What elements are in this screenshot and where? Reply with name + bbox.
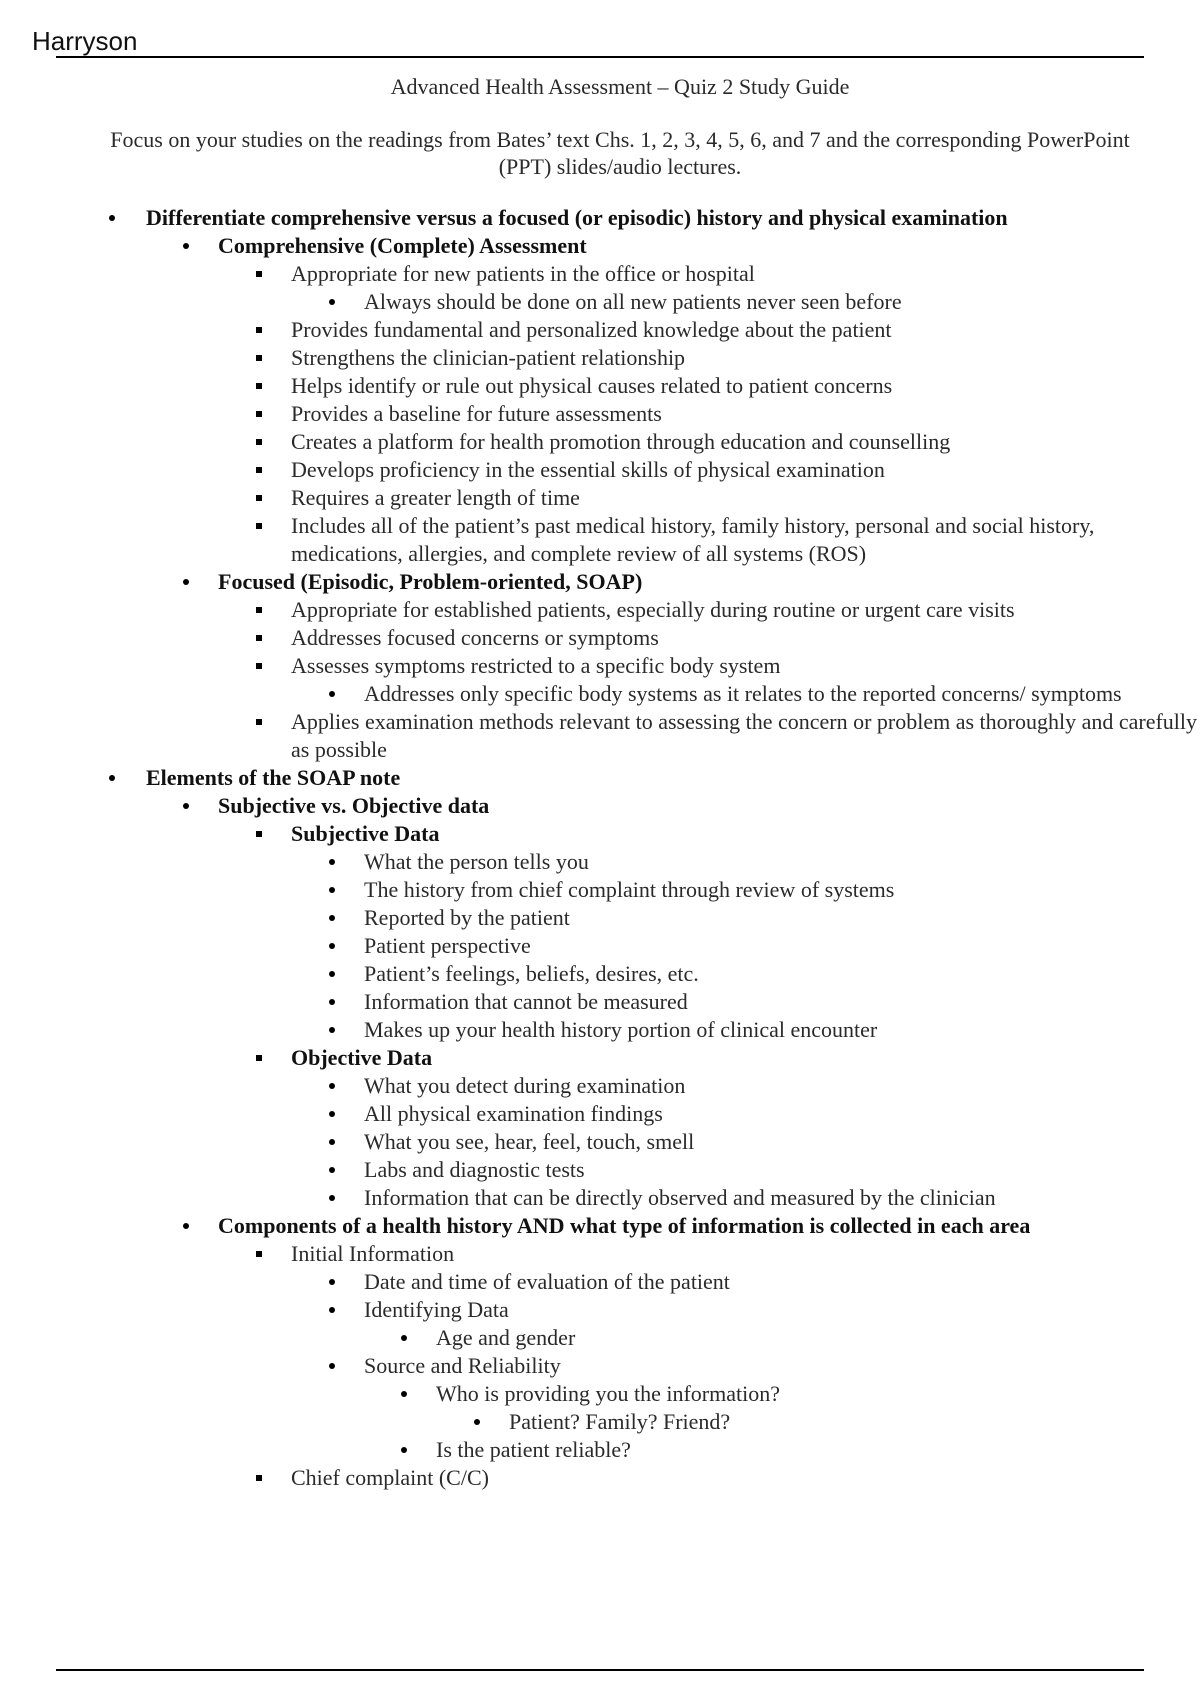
round-bullet-icon	[329, 1083, 335, 1089]
outline-item-text: Identifying Data	[364, 1297, 509, 1322]
outline-item-text: Focused (Episodic, Problem-oriented, SOAP)	[218, 569, 643, 594]
outline-item-text: Subjective Data	[291, 821, 440, 846]
outline-item-level-4	[0, 988, 1200, 1016]
round-bullet-icon	[329, 943, 335, 949]
outline-item-level-3	[0, 456, 1200, 484]
outline-item-level-2	[0, 568, 1200, 596]
header-rule	[56, 56, 1144, 58]
outline-item-text: Objective Data	[291, 1045, 433, 1070]
square-bullet-icon	[256, 1251, 262, 1257]
outline-item-text: What you detect during examination	[364, 1073, 686, 1098]
outline-item-level-4	[0, 1100, 1200, 1128]
outline-item-text: Source and Reliability	[364, 1353, 561, 1378]
outline-item-text: Date and time of evaluation of the patient	[364, 1269, 730, 1294]
outline-item-level-1	[0, 764, 1200, 792]
round-bullet-icon	[329, 1279, 335, 1285]
outline-item-text: Addresses only specific body systems as it relates to the reported concerns/ symptoms	[364, 681, 1122, 706]
square-bullet-icon	[256, 467, 262, 473]
outline-item-text: Is the patient reliable?	[436, 1437, 631, 1462]
outline-item-level-5	[0, 1324, 1200, 1352]
square-bullet-icon	[256, 523, 262, 529]
square-bullet-icon	[256, 439, 262, 445]
outline-item-level-4	[0, 1268, 1200, 1296]
square-bullet-icon	[256, 327, 262, 333]
square-bullet-icon	[256, 383, 262, 389]
outline-item-level-3	[0, 1464, 1200, 1492]
outline-item-text: What the person tells you	[364, 849, 589, 874]
outline-item-level-3	[0, 316, 1200, 344]
round-bullet-icon	[329, 915, 335, 921]
round-bullet-icon	[474, 1419, 480, 1425]
outline-item-level-4	[0, 1184, 1200, 1212]
outline-item-text: Reported by the patient	[364, 905, 570, 930]
round-bullet-icon	[329, 691, 335, 697]
square-bullet-icon	[256, 663, 262, 669]
outline-item-text: Provides fundamental and personalized knowledge about the patient	[291, 317, 892, 342]
round-bullet-icon	[401, 1391, 407, 1397]
square-bullet-icon	[256, 355, 262, 361]
round-bullet-icon	[329, 1027, 335, 1033]
outline-item-level-3	[0, 596, 1200, 624]
outline-item-text: Appropriate for established patients, especially during routine or urgent care visits	[291, 597, 1015, 622]
square-bullet-icon	[256, 635, 262, 641]
round-bullet-icon	[329, 299, 335, 305]
outline-item-level-3	[0, 708, 1200, 764]
document-title: Advanced Health Assessment – Quiz 2 Study Guide	[390, 74, 850, 99]
outline-item-level-1	[0, 204, 1200, 232]
outline-item-text: Initial Information	[291, 1241, 455, 1266]
round-bullet-icon	[329, 887, 335, 893]
round-bullet-icon	[329, 1167, 335, 1173]
outline-item-level-3	[0, 260, 1200, 288]
outline-item-level-4	[0, 960, 1200, 988]
outline-item-text: Subjective vs. Objective data	[218, 793, 490, 818]
intro-paragraph: Focus on your studies on the readings from Bates’ text Chs. 1, 2, 3, 4, 5, 6, and 7 and the corresponding PowerPoint (PPT) slides/audio lectures.	[110, 127, 1130, 179]
outline-item-level-4	[0, 904, 1200, 932]
outline-item-text: Makes up your health history portion of clinical encounter	[364, 1017, 878, 1042]
footer-rule	[56, 1669, 1144, 1671]
round-bullet-icon	[183, 1223, 189, 1229]
outline-item-text: What you see, hear, feel, touch, smell	[364, 1129, 695, 1154]
round-bullet-icon	[329, 859, 335, 865]
round-bullet-icon	[401, 1447, 407, 1453]
outline-item-level-3	[0, 400, 1200, 428]
outline-item-level-3	[0, 484, 1200, 512]
outline-item-level-6	[0, 1408, 1200, 1436]
outline-item-text: Requires a greater length of time	[291, 485, 580, 510]
round-bullet-icon	[329, 1363, 335, 1369]
outline-item-level-5	[0, 1380, 1200, 1408]
outline-item-text: Includes all of the patient’s past medical history, family history, personal and social history, medications, allergies, and complete review of all systems (ROS)	[291, 513, 1095, 566]
outline-item-level-4	[0, 848, 1200, 876]
square-bullet-icon	[256, 719, 262, 725]
outline-item-level-3	[0, 344, 1200, 372]
square-bullet-icon	[256, 411, 262, 417]
round-bullet-icon	[183, 803, 189, 809]
outline-item-level-4	[0, 1128, 1200, 1156]
outline-item-text: Labs and diagnostic tests	[364, 1157, 585, 1182]
outline-item-level-4	[0, 680, 1200, 708]
outline-item-level-2	[0, 232, 1200, 260]
outline-item-text: Who is providing you the information?	[436, 1381, 780, 1406]
outline-item-level-3	[0, 512, 1200, 568]
square-bullet-icon	[256, 271, 262, 277]
outline-item-level-3	[0, 652, 1200, 680]
outline-item-text: Patient perspective	[364, 933, 531, 958]
outline-item-level-4	[0, 1156, 1200, 1184]
outline-item-text: Applies examination methods relevant to assessing the concern or problem as thoroughly and carefully as possible	[291, 709, 1198, 762]
outline-item-level-3	[0, 1044, 1200, 1072]
round-bullet-icon	[329, 999, 335, 1005]
outline-item-level-2	[0, 1212, 1200, 1240]
outline-item-text: Comprehensive (Complete) Assessment	[218, 233, 587, 258]
outline-item-text: The history from chief complaint through review of systems	[364, 877, 895, 902]
round-bullet-icon	[329, 1111, 335, 1117]
square-bullet-icon	[256, 1055, 262, 1061]
outline-item-level-5	[0, 1436, 1200, 1464]
round-bullet-icon	[401, 1335, 407, 1341]
outline-item-level-3	[0, 1240, 1200, 1268]
round-bullet-icon	[329, 1195, 335, 1201]
round-bullet-icon	[109, 215, 115, 221]
outline-item-level-2	[0, 792, 1200, 820]
outline-item-text: Components of a health history AND what type of information is collected in each area	[218, 1213, 1031, 1238]
outline-item-level-3	[0, 820, 1200, 848]
outline-item-level-4	[0, 1016, 1200, 1044]
outline-item-level-4	[0, 876, 1200, 904]
round-bullet-icon	[329, 971, 335, 977]
outline-item-text: Strengthens the clinician-patient relationship	[291, 345, 686, 370]
outline-item-level-4	[0, 1352, 1200, 1380]
outline-item-level-4	[0, 288, 1200, 316]
square-bullet-icon	[256, 495, 262, 501]
author-name: Harryson	[32, 26, 138, 56]
outline-item-text: Develops proficiency in the essential skills of physical examination	[291, 457, 885, 482]
square-bullet-icon	[256, 607, 262, 613]
outline-item-text: Chief complaint (C/C)	[291, 1465, 489, 1490]
outline-item-text: Addresses focused concerns or symptoms	[291, 625, 659, 650]
outline-item-text: Creates a platform for health promotion through education and counselling	[291, 429, 951, 454]
square-bullet-icon	[256, 831, 262, 837]
outline-item-level-4	[0, 1296, 1200, 1324]
outline-item-text: Elements of the SOAP note	[146, 765, 401, 790]
outline-item-text: Information that cannot be measured	[364, 989, 688, 1014]
round-bullet-icon	[329, 1307, 335, 1313]
outline-item-level-3	[0, 428, 1200, 456]
round-bullet-icon	[183, 243, 189, 249]
outline-item-text: Assesses symptoms restricted to a specific body system	[291, 653, 781, 678]
outline-item-text: Age and gender	[436, 1325, 576, 1350]
square-bullet-icon	[256, 1475, 262, 1481]
round-bullet-icon	[329, 1139, 335, 1145]
outline-item-text: Information that can be directly observed and measured by the clinician	[364, 1185, 996, 1210]
outline-item-level-4	[0, 932, 1200, 960]
study-guide-outline	[0, 204, 1200, 1492]
outline-item-text: Always should be done on all new patients never seen before	[364, 289, 902, 314]
outline-item-level-4	[0, 1072, 1200, 1100]
outline-item-text: Patient? Family? Friend?	[509, 1409, 731, 1434]
outline-item-level-3	[0, 372, 1200, 400]
outline-item-text: All physical examination findings	[364, 1101, 663, 1126]
round-bullet-icon	[183, 579, 189, 585]
outline-item-text: Provides a baseline for future assessments	[291, 401, 662, 426]
outline-item-text: Appropriate for new patients in the office or hospital	[291, 261, 755, 286]
outline-item-text: Patient’s feelings, beliefs, desires, etc.	[364, 961, 699, 986]
outline-item-level-3	[0, 624, 1200, 652]
outline-item-text: Differentiate comprehensive versus a focused (or episodic) history and physical examination	[146, 205, 1008, 230]
round-bullet-icon	[109, 775, 115, 781]
outline-item-text: Helps identify or rule out physical causes related to patient concerns	[291, 373, 893, 398]
